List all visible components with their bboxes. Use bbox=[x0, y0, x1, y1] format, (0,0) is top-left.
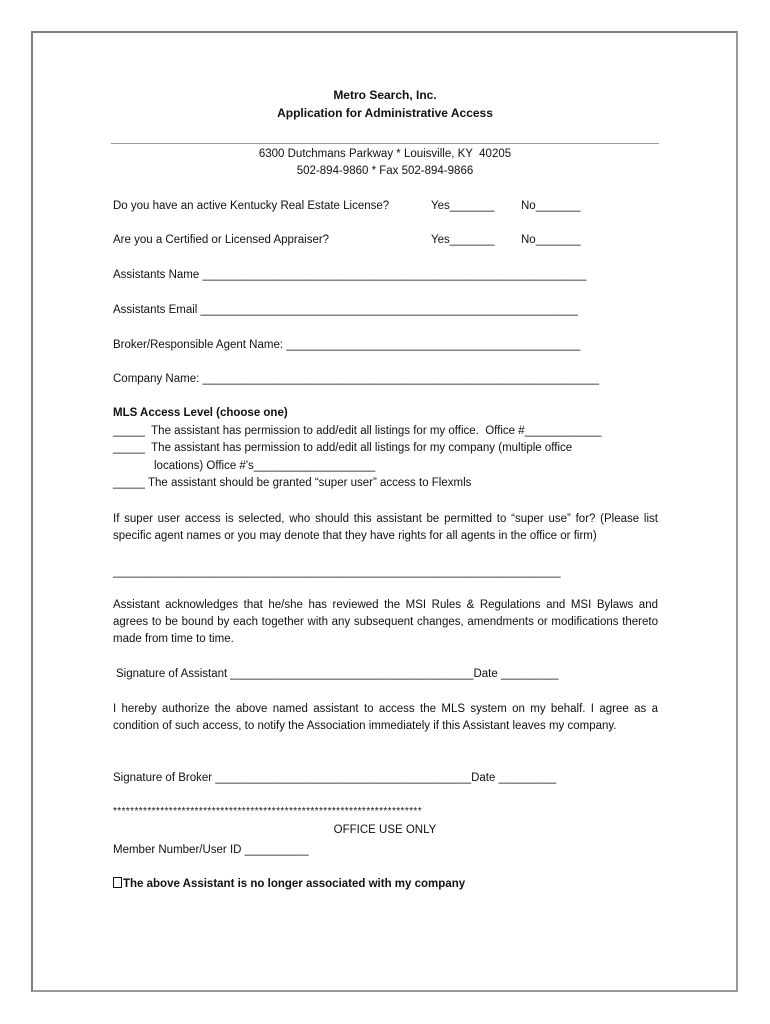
access-option-company[interactable]: _____ The assistant has permission to add/edit all listings for my company (multiple office bbox=[113, 442, 573, 454]
address: 6300 Dutchmans Parkway * Louisville, KY 40205 bbox=[258, 148, 512, 160]
member-number-field[interactable]: Member Number/User ID __________ bbox=[113, 844, 309, 856]
license-yes-blank[interactable]: Yes_______ bbox=[431, 200, 495, 212]
authorization-text: I hereby authorize the above named assistant to access the MLS system on my behalf. I agree as a condition of such access, to notify the Association immediately if this Assistant leaves my company. bbox=[113, 703, 658, 732]
company-name-field[interactable]: Company Name: ______________________________________________________________ bbox=[113, 373, 600, 385]
assistant-email-field[interactable]: Assistants Email ___________________________________________________________ bbox=[113, 304, 578, 316]
assistant-name-field[interactable]: Assistants Name ____________________________________________________________ bbox=[113, 269, 587, 281]
assistant-signature-line[interactable]: Signature of Assistant ______________________________________Date _________ bbox=[116, 668, 559, 680]
super-user-blank[interactable]: ______________________________________________________________________ bbox=[113, 566, 561, 578]
appraiser-no-blank[interactable]: No_______ bbox=[521, 234, 581, 246]
appraiser-question: Are you a Certified or Licensed Appraiser? bbox=[113, 234, 330, 246]
phone-fax: 502-894-9860 * Fax 502-894-9866 bbox=[296, 165, 474, 177]
header-rule bbox=[111, 143, 659, 144]
access-level-heading: MLS Access Level (choose one) bbox=[113, 407, 288, 419]
org-name: Metro Search, Inc. bbox=[333, 88, 437, 102]
divider-asterisks: ************************************************************************ bbox=[113, 806, 422, 817]
appraiser-yes-blank[interactable]: Yes_______ bbox=[431, 234, 495, 246]
checkbox-icon[interactable] bbox=[113, 877, 122, 888]
office-use-label: OFFICE USE ONLY bbox=[333, 824, 437, 836]
license-question: Do you have an active Kentucky Real Estate License? bbox=[113, 200, 390, 212]
access-option-super-user[interactable]: _____ The assistant should be granted “super user” access to Flexmls bbox=[113, 477, 472, 489]
access-option-office[interactable]: _____ The assistant has permission to add/edit all listings for my office. Office #____________ bbox=[113, 425, 602, 437]
license-no-blank[interactable]: No_______ bbox=[521, 200, 581, 212]
broker-signature-line[interactable]: Signature of Broker ________________________________________Date _________ bbox=[113, 772, 557, 784]
no-longer-associated-label: The above Assistant is no longer associated with my company bbox=[123, 878, 466, 890]
no-longer-associated-row[interactable] bbox=[113, 876, 465, 893]
acknowledgement-text: Assistant acknowledges that he/she has reviewed the MSI Rules & Regulations and MSI Bylaws and agrees to be bound by each together with any subsequent changes, amendments or modifications thereto made from time to time. bbox=[113, 599, 658, 645]
form-title: Application for Administrative Access bbox=[277, 106, 493, 120]
access-option-company-offices[interactable]: locations) Office #'s___________________ bbox=[154, 460, 376, 472]
super-user-instructions: If super user access is selected, who should this assistant be permitted to “super use” for? (Please list specific agent names or you may denote that they have rights for all agents in the office or firm) bbox=[113, 513, 658, 542]
broker-name-field[interactable]: Broker/Responsible Agent Name: ______________________________________________ bbox=[113, 339, 581, 351]
